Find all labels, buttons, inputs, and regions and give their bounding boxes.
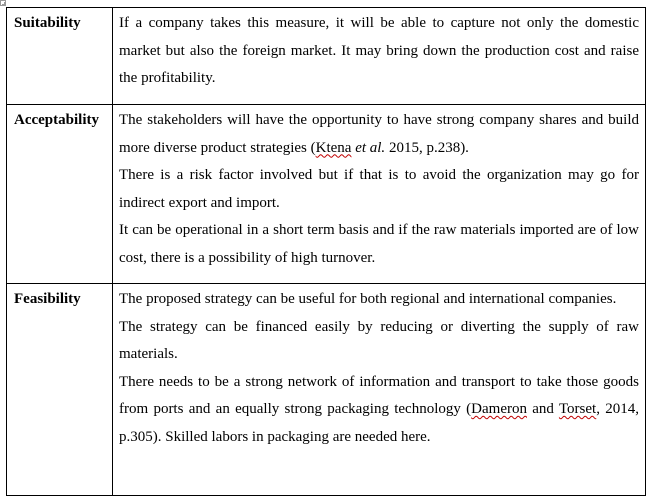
- text-run: The stakeholders will have the opportunity to have strong company shares and build more diverse product strategies (: [119, 112, 639, 156]
- text-run: 2015, p.238).: [385, 139, 469, 156]
- spellcheck-word: Ktena: [315, 139, 352, 156]
- paragraph: It can be operational in a short term basis and if the raw materials imported are of low cost, there is a possibility of high turnover.: [119, 222, 639, 266]
- row-content-feasibility[interactable]: [113, 284, 646, 496]
- row-label-acceptability: Acceptability: [7, 105, 113, 284]
- italic-text: et al.: [351, 139, 386, 156]
- row-label-feasibility: Feasibility: [7, 284, 113, 496]
- paragraph: [119, 369, 639, 452]
- spellcheck-word: Dameron: [471, 401, 527, 417]
- paragraph: The proposed strategy can be useful for both regional and international companies.: [119, 291, 617, 307]
- table-move-handle[interactable]: [0, 0, 6, 6]
- text-run: , 2014, p.305). Skilled labors in packaging are needed here.: [119, 401, 639, 445]
- text-run: There needs to be a strong network of information and transport to take those goods from ports and an equally strong packaging technology (: [119, 373, 639, 417]
- paragraph: The strategy can be financed easily by reducing or diverting the supply of raw materials.: [119, 318, 639, 362]
- row-content-suitability[interactable]: [113, 8, 646, 105]
- text-run: and: [526, 401, 559, 417]
- paragraph: If a company takes this measure, it will be able to capture not only the domestic market but also the foreign market. It may bring down the production cost and raise the profitability.: [119, 15, 639, 86]
- row-label-suitability: Suitability: [7, 8, 113, 105]
- evaluation-table: [6, 7, 646, 496]
- paragraph: There is a risk factor involved but if that is to avoid the organization may go for indirect export and import.: [119, 167, 639, 211]
- row-content-acceptability[interactable]: [113, 105, 646, 284]
- spellcheck-word: Torset: [558, 401, 597, 417]
- table-row-feasibility: [7, 284, 646, 496]
- paragraph: [119, 107, 639, 162]
- table-row-acceptability: [7, 105, 646, 284]
- table-row-suitability: [7, 8, 646, 105]
